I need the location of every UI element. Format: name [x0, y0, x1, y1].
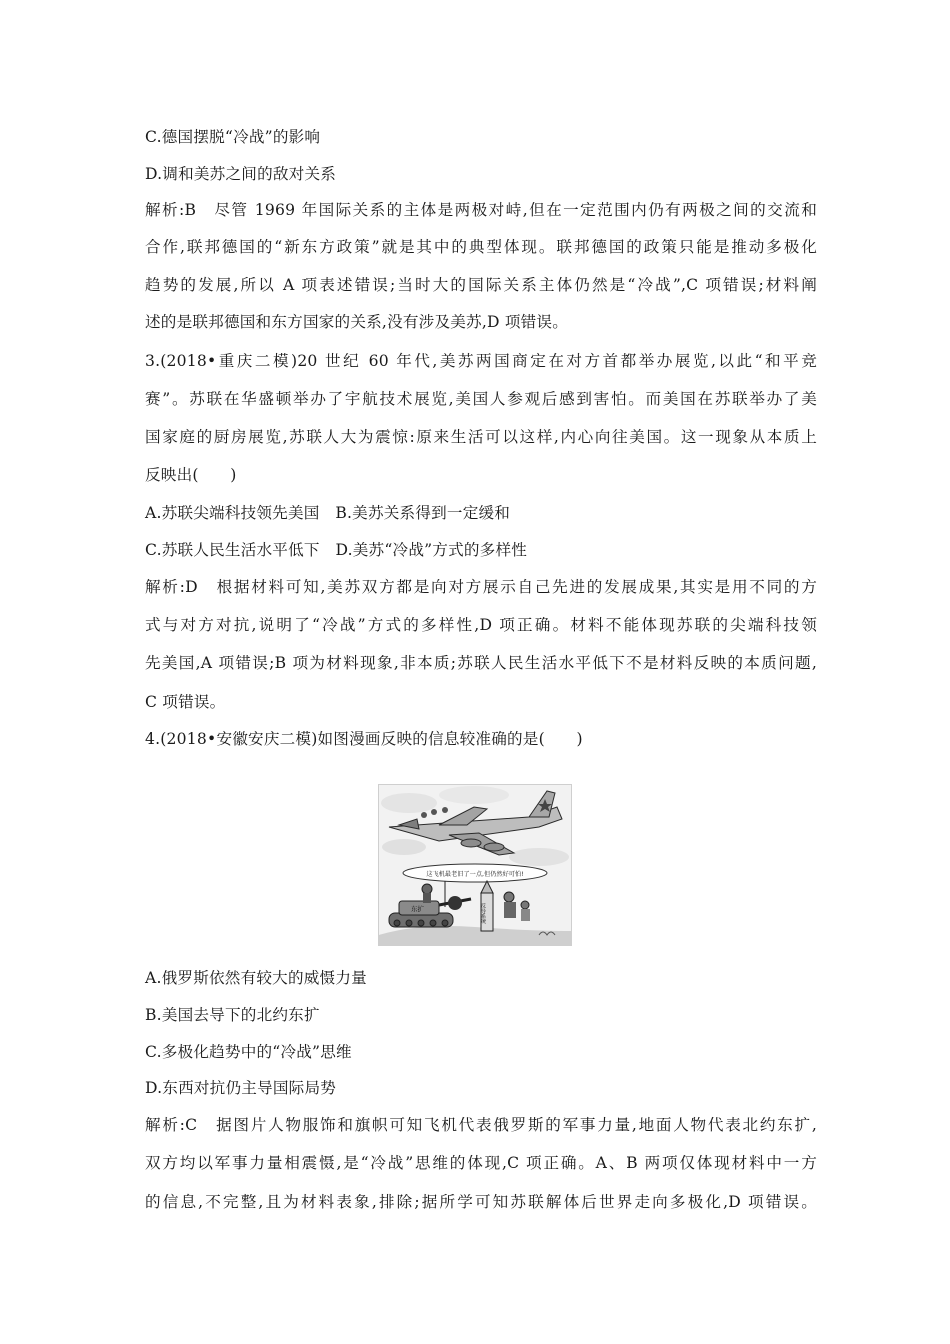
question-4-stem: 4.(2018•安徽安庆二模)如图漫画反映的信息较准确的是( ) [145, 730, 583, 748]
option-d-prev: D.调和美苏之间的敌对关系 [145, 165, 337, 183]
analysis-3-line-1: 解析:D 根据材料可知,美苏双方都是向对方展示自己先进的发展成果,其实是用不同的方 [145, 578, 817, 596]
question-4-option-d: D.东西对抗仍主导国际局势 [145, 1079, 337, 1097]
speech-bubble-text: 这飞机最老旧了一点,但仍然好可怕! [426, 871, 524, 878]
option-c-prev: C.德国摆脱“冷战”的影响 [145, 128, 321, 146]
question-3-line-2: 赛”。苏联在华盛顿举办了宇航技术展览,美国人参观后感到害怕。而美国在苏联举办了美 [145, 390, 817, 408]
question-3-line-1: 3.(2018•重庆二模)20 世纪 60 年代,美苏两国商定在对方首都举办展览,以此“和平竞 [145, 352, 817, 370]
analysis-4-line-3: 的信息,不完整,且为材料表象,排除;据所学可知苏联解体后世界走向多极化,D 项错误。 [145, 1193, 817, 1211]
missile-label: 反导系统 [480, 903, 486, 924]
analysis-3-line-3: 先美国,A 项错误;B 项为材料现象,非本质;苏联人民生活水平低下不是材料反映的本质问题, [145, 654, 817, 672]
analysis-2-line-4: 述的是联邦德国和东方国家的关系,没有涉及美苏,D 项错误。 [145, 313, 569, 331]
question-4-option-b: B.美国去导下的北约东扩 [145, 1006, 320, 1024]
tank-label: 东扩 [411, 905, 424, 913]
question-3-line-4: 反映出( ) [145, 466, 237, 484]
analysis-4-line-1: 解析:C 据图片人物服饰和旗帜可知飞机代表俄罗斯的军事力量,地面人物代表北约东扩, [145, 1116, 817, 1134]
question-3-options-cd: C.苏联人民生活水平低下 D.美苏“冷战”方式的多样性 [145, 541, 528, 559]
question-4-option-a: A.俄罗斯依然有较大的威慑力量 [145, 969, 367, 987]
analysis-2-line-1: 解析:B 尽管 1969 年国际关系的主体是两极对峙,但在一定范围内仍有两极之间的交流和 [145, 201, 817, 219]
analysis-2-line-2: 合作,联邦德国的“新东方政策”就是其中的典型体现。联邦德国的政策只能是推动多极化 [145, 238, 817, 256]
analysis-3-line-4: C 项错误。 [145, 693, 226, 711]
analysis-2-line-3: 趋势的发展,所以 A 项表述错误;当时大的国际关系主体仍然是“冷战”,C 项错误;材料阐 [145, 276, 817, 294]
analysis-3-line-2: 式与对方对抗,说明了“冷战”方式的多样性,D 项正确。材料不能体现苏联的尖端科技领 [145, 616, 817, 634]
cold-war-cartoon [378, 784, 572, 946]
speech-bubble [403, 864, 547, 882]
question-3-line-3: 国家庭的厨房展览,苏联人大为震惊:原来生活可以这样,内心向往美国。这一现象从本质上 [145, 428, 817, 446]
analysis-4-line-2: 双方均以军事力量相震慑,是“冷战”思维的体现,C 项正确。A、B 两项仅体现材料中一方 [145, 1154, 817, 1172]
question-4-option-c: C.多极化趋势中的“冷战”思维 [145, 1043, 352, 1061]
question-3-options-ab: A.苏联尖端科技领先美国 B.美苏关系得到一定缓和 [145, 504, 511, 522]
